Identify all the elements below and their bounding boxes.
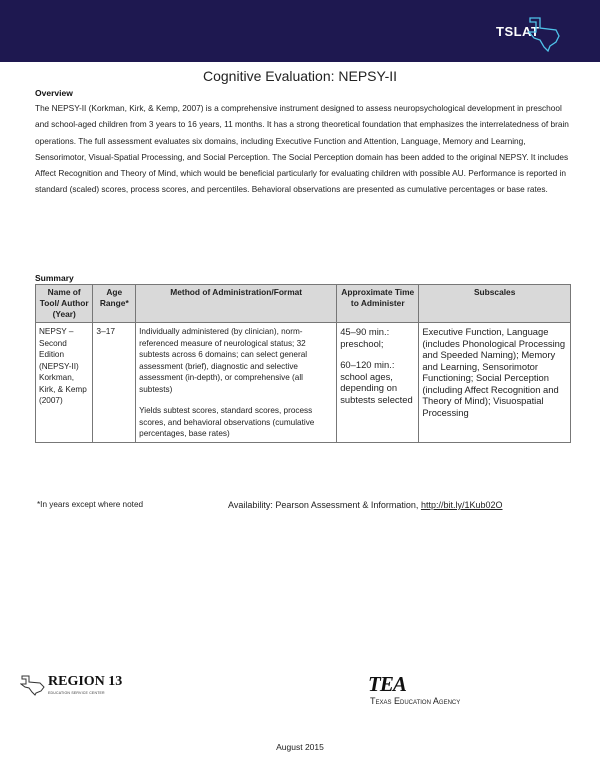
cell-age: 3–17: [93, 323, 136, 443]
time-preschool: 45–90 min.: preschool;: [340, 326, 390, 349]
tslat-logo-text: TSLAT: [496, 24, 540, 39]
time-school: 60–120 min.: school ages, depending on subtests selected: [340, 359, 413, 405]
summary-table: [35, 284, 571, 443]
tea-name: Texas Education Agency: [370, 696, 461, 706]
cell-method: [136, 323, 337, 443]
tea-mark: TEA: [368, 672, 406, 696]
header-subscales: Subscales: [419, 285, 571, 323]
availability-link[interactable]: http://bit.ly/1Kub02O: [420, 500, 503, 510]
method-scores: Yields subtest scores, standard scores, process scores, and behavioral observations (cumulative percentages, base rates): [139, 406, 315, 438]
availability-label: Availability: Pearson Assessment & Information,: [228, 500, 419, 510]
header-time: Approximate Time to Administer: [337, 285, 419, 323]
footer-date: August 2015: [276, 742, 324, 752]
region-13-subtext: EDUCATION SERVICE CENTER: [48, 691, 105, 695]
method-description: Individually administered (by clinician), norm- referenced measure of neurological status; 32 subtests across 6 domains; can select general assessment (brief), diagnostic and selective assessment (in-depth), or comprehensive (all subtests): [139, 327, 308, 394]
tea-logo: [368, 672, 488, 712]
header-bar: [0, 0, 600, 62]
overview-heading: Overview: [35, 88, 73, 98]
overview-paragraph: The NEPSY-II (Korkman, Kirk, & Kemp, 2007) is a comprehensive instrument designed to assess neuropsychological development in preschool and school-aged children from 3 years to 16 years, 11 months. It has a strong theoretical foundation that emphasizes the interrelatedness of brain operations. The full assessment evaluates six domains, including Executive Function and Attention, Language, Memory and Learning, Sensorimotor, Visual-Spatial Processing, and Social Perception. The Social Perception domain has been added to the original NEPSY. It includes Affect Recognition and Theory of Mind, which would be beneficial particularly for evaluating children with possible AU. Performance is reported in standard (scaled) scores, process scores, and percentiles. Behavioral observations are presented as cumulative percentages or base rates.: [35, 103, 569, 195]
cell-name: NEPSY – Second Edition (NEPSY-II) Korkman, Kirk, & Kemp (2007): [36, 323, 93, 443]
summary-heading: Summary: [35, 273, 74, 283]
texas-map-icon: [526, 14, 562, 52]
summary-header-row: [36, 285, 571, 323]
header-age: Age Range*: [93, 285, 136, 323]
header-method: Method of Administration/Format: [136, 285, 337, 323]
page-title: Cognitive Evaluation: NEPSY-II: [202, 68, 398, 84]
texas-outline-icon: [20, 674, 46, 696]
region-13-text: REGION 13: [48, 674, 123, 689]
availability: [228, 500, 503, 510]
header-name: Name of Tool/ Author (Year): [36, 285, 93, 323]
tslat-logo: [496, 12, 566, 52]
footnote: *In years except where noted: [37, 500, 144, 509]
cell-subscales: Executive Function, Language (includes Phonological Processing and Speeded Naming); Memory and Learning, Sensorimotor Functioning; Social Perception (including Affect Recognition and Theory of Mind); Visuospatial Processing: [419, 323, 571, 443]
cell-time: [337, 323, 419, 443]
region-13-logo: [20, 672, 140, 700]
table-row: [36, 323, 571, 443]
